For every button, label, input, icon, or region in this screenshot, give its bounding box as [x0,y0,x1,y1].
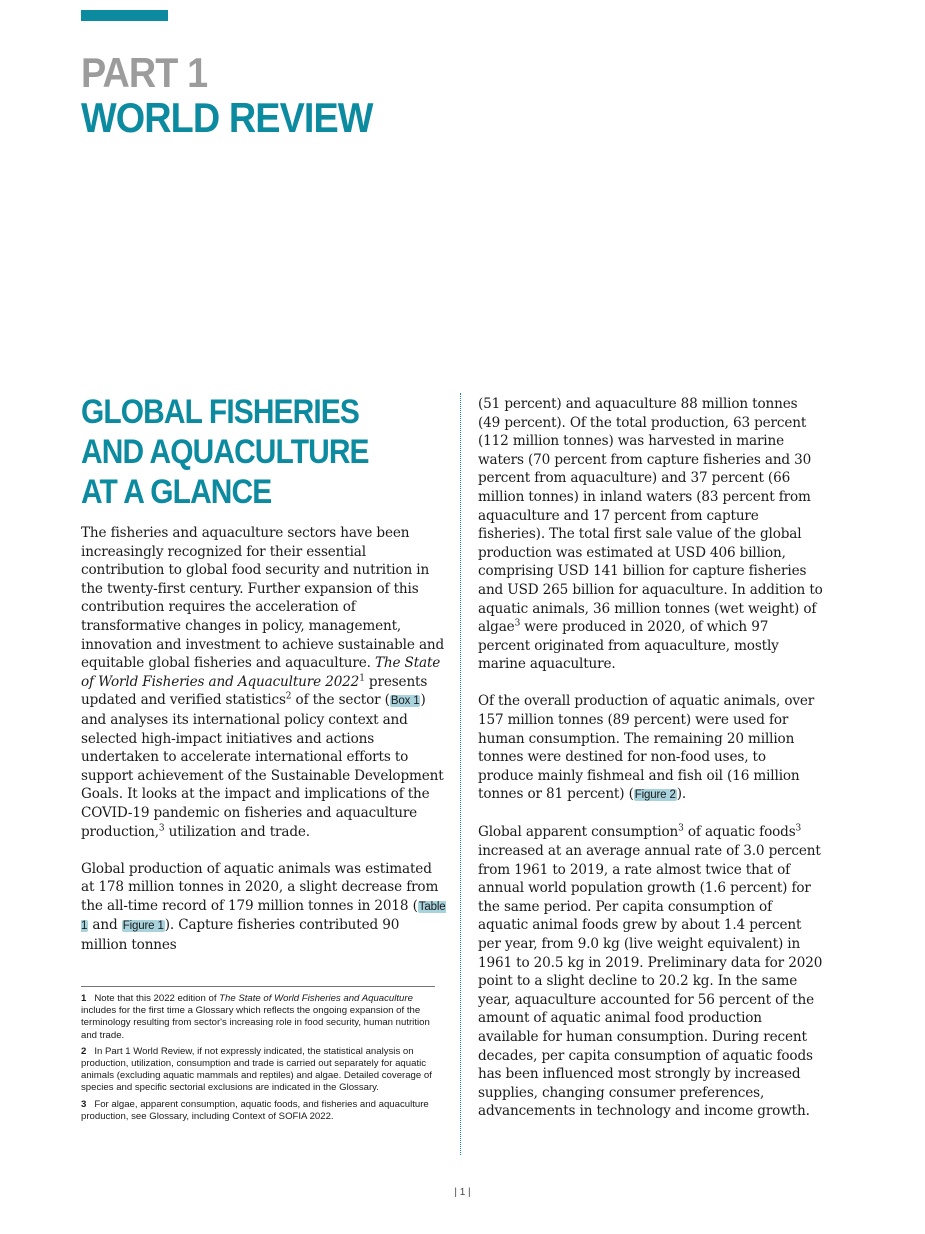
footnote-1 [81,993,435,1042]
left-column [81,524,446,973]
text-run: were produced in 2020, of which 97 percent originated from aquaculture, mostly marine aquaculture. [478,619,779,673]
figure-1-link[interactable]: Figure 1 [122,920,164,933]
text-run: and [88,917,122,934]
footnotes [81,993,435,1127]
footnote-2 [81,1046,435,1095]
text-run: ) and analyses its international policy context and selected high-impact initiatives and actions undertaken to accelerate international efforts to support achievement of the Sustainable Development Goals. It looks at the impact and implications of the COVID-19 pandemic on fisheries and aquaculture production, [81,692,444,840]
paragraph-consumption [478,823,823,1121]
text-run: Note that this 2022 edition of [94,993,220,1004]
footnote-ref[interactable]: 2 [285,691,292,702]
text-run: of the sector ( [291,692,390,709]
page-number: | 1 | [454,1187,471,1198]
footnote-ref[interactable]: 3 [795,823,802,834]
footnote-ref[interactable]: 3 [158,822,165,833]
text-run: For algae, apparent consumption, aquatic foods, and fisheries and aquaculture production, see Glossary, including Context of SOFIA 2022. [81,1098,429,1122]
section-heading [81,392,415,512]
text-run: includes for the first time a Glossary which reflects the ongoing expansion of the terminology resulting from sector's increasing role in food security, human nutrition and trade. [81,1005,430,1041]
table-1-link[interactable]: Table 1 [81,900,446,933]
part-label: PART 1 [81,49,208,96]
text-run: of aquatic foods [683,824,796,841]
figure-2-link[interactable]: Figure 2 [634,789,676,802]
text-run: ). Capture fisheries contributed 90 million tonnes [81,917,400,953]
accent-bar [81,10,168,21]
section-heading-line: AND AQUACULTURE [81,433,369,471]
paragraph-intro [81,524,446,841]
footnote-ref[interactable]: 3 [678,823,684,834]
paragraph-utilization [478,692,823,805]
text-run: In Part 1 World Review, if not expressly indicated, the statistical analysis on production, utilization, consumption and trade is carried out separately for aquatic animals (excluding aquatic mammals and reptiles) and algae. Detailed coverage of species and specific sectorial exclusions are indicated in the Glossary. [81,1045,432,1094]
text-run: Global apparent consumption [478,824,679,841]
footnote-3 [81,1099,435,1123]
column-divider [460,393,461,1155]
footnote-number: 1 [81,993,87,1004]
paragraph-production [81,860,446,955]
text-run: presents updated and verified statistics [81,673,428,709]
box-1-link[interactable]: Box 1 [390,695,420,708]
text-run: increased at an average annual rate of 3.0 percent from 1961 to 2019, a rate almost twice that of annual world population growth (1.6 percent) for the same period. Per capita consumption of aquatic animal foods grew by about 1.4 percent per year, from 9.0 kg (live weight equivalent) in 1961 to 20.5 kg in 2019. Preliminary data for 2020 point to a slight decline to 20.2 kg. In the same year, aquaculture accounted for 56 percent of the amount of aquatic animal food production available for human consumption. During recent decades, per capita consumption of aquatic foods has been influenced most strongly by increased supplies, changing consumer preferences, advancements in technology and income growth. [478,843,823,1120]
text-run: (51 percent) and aquaculture 88 million tonnes (49 percent). Of the total production, 63 percent (112 million tonnes) was harvested in marine waters (70 percent from capture fisheries and 30 percent from aquaculture) and 37 percent (66 million tonnes) in inland waters (83 percent from aquaculture and 17 percent from capture fisheries). The total first sale value of the global production was estimated at USD 406 billion, comprising USD 141 billion for capture fisheries and USD 265 billion for aquaculture. In addition to aquatic animals, 36 million tonnes (wet weight) of algae [478,396,823,636]
publication-title: The State of World Fisheries and Aquaculture 2022 [81,655,441,690]
paragraph-production-continued [478,395,823,674]
footnote-number: 2 [81,1045,87,1057]
text-run: The fisheries and aquaculture sectors have been increasingly recognized for their essential contribution to global food security and nutrition in the twenty-first century. Further expansion of this contribution requires the acceleration of transformative changes in policy, management, innovation and investment to achieve sustainable and equitable global fisheries and aquaculture. [81,525,445,672]
publication-title: The State of World Fisheries and Aquaculture [219,993,413,1004]
text-run: utilization and trade. [164,823,310,840]
section-heading-line: AT A GLANCE [81,473,272,511]
text-run: Of the overall production of aquatic animals, over 157 million tonnes (89 percent) were used for human consumption. The remaining 20 million tonnes were destined for non-food uses, to produce mainly fishmeal and fish oil (16 million tonnes or 81 percent) ( [478,693,815,803]
footnote-ref[interactable]: 1 [359,673,365,684]
footnote-divider [81,986,435,987]
text-run: ). [676,786,687,803]
footnote-number: 3 [81,1098,87,1110]
footnote-ref[interactable]: 3 [514,618,521,629]
right-column [478,395,823,1139]
text-run: Global production of aquatic animals was estimated at 178 million tonnes in 2020, a slight decrease from the all-time record of 179 million tonnes in 2018 ( [81,860,439,914]
part-title: WORLD REVIEW [81,94,373,141]
section-heading-line: GLOBAL FISHERIES [81,393,359,431]
